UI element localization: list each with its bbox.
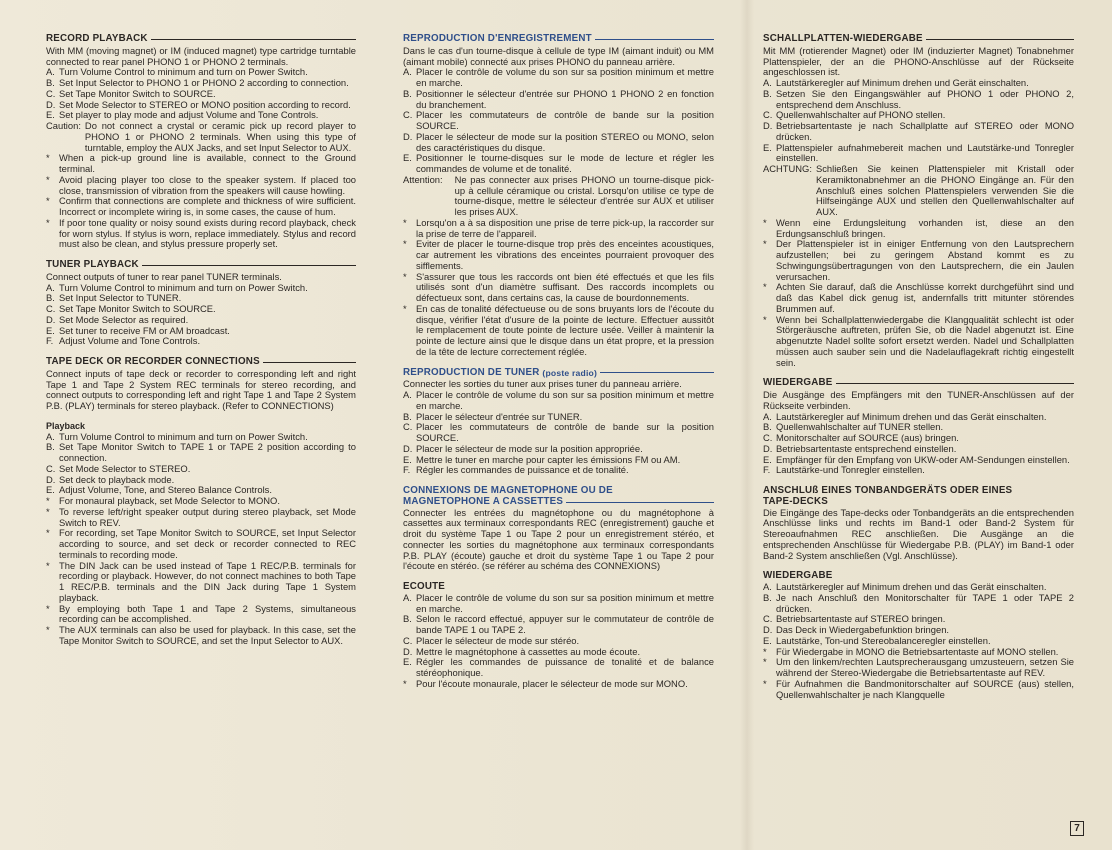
item-text: Set Input Selector to PHONO 1 or PHONO 2 according to connection. — [59, 77, 349, 88]
list-item — [46, 442, 356, 464]
list-item — [763, 89, 1074, 111]
caution-note: Caution: Do not connect a crystal or ceramic pick up record player to PHONO 1 or PHONO 2 terminals. When using this type of turntable, employ the AUX Jacks, and set Input Selector to AUX. — [46, 120, 356, 153]
item-marker: * — [403, 216, 407, 228]
item-text: Régler les commandes de puissance de tonalité et de balance stéréophonique. — [416, 656, 714, 678]
item-marker: * — [46, 602, 50, 614]
item-text: Selon le raccord effectué, appuyer sur le commutateur de contrôle de bande TAPE 1 ou TAPE 2. — [416, 613, 714, 635]
section-heading: CONNEXIONS DE MAGNETOPHONE OU DE MAGNETOPHONE A CASSETTES — [403, 486, 714, 508]
item-text: Mettre le magnétophone à cassettes au mode écoute. — [416, 645, 641, 657]
item-text: Placer le sélecteur d'entrée sur TUNER. — [416, 410, 583, 422]
item-text: Das Deck in Wiedergabefunktion bringen. — [776, 624, 950, 635]
list-item — [46, 507, 356, 529]
item-marker: * — [763, 238, 767, 250]
list-item — [46, 528, 356, 560]
item-marker: * — [763, 281, 767, 293]
column-german — [763, 34, 1074, 844]
item-text: The DIN Jack can be used instead of Tape 1 REC/P.B. terminals for recording or playback. However, do not connect machines to both Tape 1 REC/P.B. terminals and the DIN Jack during Tape 1 System playback. — [59, 559, 356, 603]
section-intro: Connect outputs of tuner to rear panel TUNER terminals. — [46, 270, 282, 282]
item-marker: D. — [403, 442, 413, 454]
item-text: Placer les commutateurs de contrôle de bande sur la position SOURCE. — [416, 421, 714, 443]
list-item — [403, 422, 714, 444]
list-item — [46, 561, 356, 604]
item-marker: B. — [763, 421, 772, 433]
column-french — [403, 34, 714, 844]
item-text: Adjust Volume, Tone, and Stereo Balance Controls. — [59, 484, 272, 496]
item-marker: D. — [46, 98, 56, 110]
step-list — [403, 593, 714, 679]
item-marker: A. — [46, 430, 55, 442]
list-item — [46, 153, 356, 175]
item-marker: A. — [46, 281, 55, 293]
item-marker: C. — [46, 462, 56, 474]
item-marker: E. — [403, 152, 412, 164]
section-heading: REPRODUCTION D'ENREGISTREMENT — [403, 34, 714, 45]
item-marker: * — [46, 527, 50, 539]
item-text: Betriebsartentaste entsprechend einstellen. — [776, 442, 957, 454]
section-heading: ANSCHLUß EINES TONBANDGERÄTS ODER EINES TAPE-DECKS — [763, 485, 1013, 507]
list-item — [763, 143, 1074, 165]
item-text: By employing both Tape 1 and Tape 2 Systems, simultaneous recording can be accomplished. — [59, 602, 356, 625]
item-marker: A. — [763, 581, 772, 592]
section-tape-connections — [46, 357, 356, 647]
item-marker: C. — [763, 109, 773, 121]
item-text: Set Mode Selector to STEREO. — [59, 462, 191, 474]
list-item — [403, 218, 714, 240]
item-marker: B. — [46, 77, 55, 88]
section-heading: TAPE DECK OR RECORDER CONNECTIONS — [46, 357, 356, 368]
item-text: Adjust Volume and Tone Controls. — [59, 335, 201, 347]
item-text: Placer les commutateurs de contrôle de bande sur la position SOURCE. — [416, 109, 714, 131]
item-text: Empfänger für den Empfang von UKW-oder AM-Sendungen einstellen. — [776, 453, 1070, 465]
item-text: Set Input Selector to TUNER. — [59, 292, 182, 304]
item-marker: E. — [46, 324, 55, 336]
item-text: Für Aufnahmen die Bandmonitorschalter auf SOURCE (aus) stellen, Quellenwahlschalter je nach Klangquelle — [776, 677, 1074, 700]
item-text: Um den linkem/rechten Lautsprecherausgang umzusteuern, setzen Sie während der Stereo-Wiedergabe die Betriebsartentaste auf REV. — [776, 656, 1074, 678]
item-marker: C. — [46, 87, 56, 99]
item-marker: * — [46, 152, 50, 164]
item-marker: * — [46, 624, 50, 635]
section-heading: SCHALLPLATTEN-WIEDERGABE — [763, 34, 1074, 45]
step-list — [763, 412, 1074, 477]
item-marker: A. — [763, 410, 772, 422]
section-intro: Connect inputs of tape deck or recorder to corresponding left and right Tape 1 and Tape 2 System REC terminals for stereo recording, and connect outputs to corresponding left and right Tape 1 and Tape 2 System P.B. (PLAY) terminals for stereo playback. (Refer to CONNECTIONS) — [46, 367, 356, 411]
item-marker: * — [763, 313, 767, 325]
item-text: Betriebsartentaste je nach Schallplatte auf STEREO oder MONO drücken. — [776, 120, 1074, 142]
item-text: Set Mode Selector as required. — [59, 313, 189, 325]
item-marker: B. — [403, 87, 412, 99]
item-marker: D. — [403, 645, 413, 657]
section-wiedergabe-tuner — [763, 378, 1074, 476]
item-marker: D. — [763, 442, 773, 454]
item-text: Monitorschalter auf SOURCE (aus) bringen. — [776, 432, 959, 443]
item-text: Set tuner to receive FM or AM broadcast. — [59, 324, 230, 336]
list-item — [763, 315, 1074, 369]
item-text: Turn Volume Control to minimum and turn on Power Switch. — [59, 281, 308, 293]
item-text: Avoid placing player too close to the speaker system. If placed too close, transmission of vibration from the speakers will cause howling. — [59, 173, 356, 196]
list-item — [403, 67, 714, 89]
item-text: Confirm that connections are complete and thickness of wire sufficient. Incorrect or incomplete wiring is, in some cases, the cause of hum. — [59, 195, 356, 217]
item-marker: C. — [403, 109, 413, 121]
section-record-playback — [46, 34, 356, 250]
list-item — [403, 272, 714, 304]
item-text: Je nach Anschluß den Monitorschalter für TAPE 1 oder TAPE 2 drücken. — [776, 591, 1074, 614]
item-text: Set deck to playback mode. — [59, 473, 175, 485]
list-item — [46, 625, 356, 647]
list-item — [763, 239, 1074, 282]
item-marker: A. — [46, 66, 55, 78]
item-marker: * — [763, 677, 767, 689]
item-text: Placer le sélecteur de mode sur stéréo. — [416, 634, 580, 646]
section-heading: ECOUTE — [403, 581, 446, 592]
note-list — [763, 647, 1074, 701]
item-text: If poor tone quality or noisy sound exists during record playback, check for worn stylus. If stylus is worn, replace immediately. Stylus and record must also be clean, and stylus pressure properly set. — [59, 216, 356, 250]
item-marker: E. — [46, 484, 55, 496]
page-number: 7 — [1070, 821, 1084, 836]
section-intro: Connecter les entrées du magnétophone ou du magnétophone à cassettes aux terminaux correspondants REC (enregistrement) gauche et droit du système Tape 1 ou Tape 2 pour un enregistrement stéréo, et connecter les sorties du magnétophone aux terminaux correspondants P.B. PLAY (écoute) gauche et droit du système Tape 1 ou Tape 2 pour l'écoute en stéréo. (se référer au schéma des CONNEXIONS) — [403, 506, 714, 572]
item-text: Der Plattenspieler ist in einiger Entfernung von den Lautsprechern aufzustellen; bei zu geringem Abstand kommt es zu Schwingungsübertragungen von den Lautsprechern, die ein Jaulen verursachen. — [776, 238, 1074, 282]
item-text: Placer le contrôle de volume du son sur sa position minimum et mettre en marche. — [416, 66, 714, 88]
item-text: Für Wiedergabe in MONO die Betriebsartentaste auf MONO stellen. — [776, 645, 1059, 657]
section-heading: RECORD PLAYBACK — [46, 34, 356, 45]
item-text: The AUX terminals can also be used for playback. In this case, set the Tape Monitor Switch to SOURCE, and set the Input Selector to AUX. — [59, 624, 356, 646]
section-heading: WIEDERGABE — [763, 378, 1074, 389]
note-list — [763, 218, 1074, 369]
list-item — [46, 604, 356, 626]
item-text: Setzen Sie den Eingangswähler auf PHONO 1 oder PHONO 2, entsprechend dem Anschluss. — [776, 87, 1074, 110]
step-list — [403, 67, 714, 175]
list-item — [763, 593, 1074, 615]
list-item — [763, 282, 1074, 314]
list-item — [46, 336, 356, 347]
section-reproduction-tuner — [403, 368, 714, 477]
list-item — [403, 110, 714, 132]
list-item — [46, 218, 356, 250]
item-text: Régler les commandes de puissance et de tonalité. — [416, 464, 629, 476]
item-marker: A. — [763, 77, 772, 88]
step-list — [46, 67, 356, 121]
item-marker: * — [46, 559, 50, 571]
list-item — [403, 132, 714, 154]
list-item — [403, 390, 714, 412]
item-marker: A. — [403, 591, 412, 603]
item-text: Lautstärkeregler auf Minimum drehen und das Gerät einschalten. — [776, 581, 1047, 592]
item-marker: F. — [403, 464, 411, 476]
column-english — [46, 34, 356, 844]
item-marker: A. — [403, 66, 412, 78]
item-text: Quellenwahlschalter auf PHONO stellen. — [776, 109, 946, 121]
section-heading: WIEDERGABE — [763, 570, 833, 582]
caution-note: ACHTUNG: Schließen Sie keinen Plattenspieler mit Kristall oder Keramiktonabnehmer an die PHONO Eingänge an. Für den Anschluß eines solchen Plattenspielers verwenden Sie die Hilfseingänge AUX und stellen den Quellenwahlschalter auf AUX. — [763, 163, 1074, 217]
section-intro: Mit MM (rotierender Magnet) oder IM (induzierter Magnet) Tonabnehmer Plattenspieler, der an die PHONO-Anschlüsse auf der Rückseite angeschlossen ist. — [763, 44, 1074, 78]
item-text: Achten Sie darauf, daß die Anschlüsse korrekt durchgeführt sind und daß das Kabel dick genug ist, andernfalls tritt mitunter störendes Brummen auf. — [776, 281, 1074, 314]
list-item — [763, 657, 1074, 679]
list-item — [763, 218, 1074, 240]
list-item — [403, 444, 714, 455]
note-list — [46, 153, 356, 250]
item-marker: * — [46, 173, 50, 185]
item-marker: * — [763, 645, 767, 657]
item-marker: D. — [46, 473, 56, 485]
item-text: Lautstärkeregler auf Minimum drehen und das Gerät einschalten. — [776, 410, 1047, 422]
step-list — [46, 283, 356, 348]
item-marker: C. — [763, 613, 773, 625]
item-text: Positionner le tourne-disques sur le mode de lecture et régler les commandes de volume et de tonalité. — [416, 152, 714, 174]
list-item — [46, 89, 356, 100]
item-text: Set Tape Monitor Switch to SOURCE. — [59, 87, 216, 99]
item-marker: * — [46, 195, 50, 207]
section-intro: Die Eingänge des Tape-decks oder Tonbandgeräts an die entsprechenden Anschlüsse links und rechts im Band-1 oder Band-2 System für Stereoaufnahmen REC anschließen. Die Ausgänge an die entsprechenden Anschlüsse für Wiedergabe P.B. (PLAY) im Band-1 oder Band-2 System anschließen (Vgl. Anschlüsse). — [763, 506, 1074, 561]
section-intro: Dans le cas d'un tourne-disque à cellule de type IM (aimant induit) ou MM (aimant mobile) connecté aux prises PHONO du panneau arrière. — [403, 44, 714, 67]
item-marker: C. — [403, 421, 413, 433]
section-heading: REPRODUCTION DE TUNER (poste radio) — [403, 368, 714, 379]
note-list — [46, 496, 356, 647]
item-marker: C. — [46, 303, 56, 314]
list-item — [763, 444, 1074, 455]
item-text: Placer le contrôle de volume du son sur sa position minimum et mettre en marche. — [416, 591, 714, 614]
item-marker: B. — [403, 410, 412, 422]
list-item — [403, 614, 714, 636]
step-list — [763, 78, 1074, 164]
item-marker: C. — [763, 432, 773, 443]
item-marker: * — [46, 216, 50, 228]
list-item — [403, 657, 714, 679]
item-marker: A. — [403, 389, 412, 400]
item-marker: * — [403, 677, 407, 689]
section-connexions-magnetophone — [403, 486, 714, 572]
list-item — [403, 89, 714, 111]
item-marker: * — [46, 505, 50, 517]
list-item — [763, 636, 1074, 647]
list-item — [403, 239, 714, 271]
item-text: Set Tape Monitor Switch to SOURCE. — [59, 303, 216, 314]
item-text: Set player to play mode and adjust Volume and Tone Controls. — [59, 109, 319, 121]
item-marker: * — [46, 495, 50, 506]
item-marker: * — [763, 216, 767, 228]
step-list — [763, 582, 1074, 647]
item-text: Lautstärkeregler auf Minimum drehen und Gerät einschalten. — [776, 77, 1029, 88]
step-list — [46, 432, 356, 497]
item-marker: D. — [46, 313, 56, 325]
section-tuner-playback — [46, 260, 356, 347]
item-marker: C. — [403, 634, 413, 646]
item-marker: * — [403, 270, 407, 282]
item-text: Wenn eine Erdungsleitung vorhanden ist, diese an den Erdungsanschluß bringen. — [776, 216, 1074, 239]
section-intro: Connecter les sorties du tuner aux prises tuner du panneau arrière. — [403, 378, 682, 390]
item-text: Positionner le sélecteur d'entrée sur PHONO 1 PHONO 2 en fonction du branchement. — [416, 87, 714, 110]
list-item — [403, 465, 714, 476]
page-fold — [740, 0, 754, 850]
item-marker: E. — [763, 634, 772, 646]
item-text: Turn Volume Control to minimum and turn on Power Switch. — [59, 66, 308, 78]
item-marker: E. — [46, 109, 55, 121]
item-marker: B. — [763, 591, 772, 603]
list-item — [763, 121, 1074, 143]
section-anschluss-tonband — [763, 486, 1074, 561]
item-marker: F. — [46, 335, 54, 347]
item-marker: E. — [763, 453, 772, 465]
item-text: Plattenspieler aufnahmebereit machen und Lautstärke-und Tonregler einstellen. — [776, 141, 1074, 164]
item-text: Quellenwahlschalter auf TUNER stellen. — [776, 421, 944, 433]
item-text: Lorsqu'on a à sa disposition une prise de terre pick-up, la raccorder sur la prise de terre de l'appareil. — [416, 216, 714, 239]
list-item — [403, 304, 714, 358]
list-item — [763, 679, 1074, 701]
section-reproduction-enregistrement — [403, 34, 714, 358]
item-text: For recording, set Tape Monitor Switch to SOURCE, set Input Selector according to source, and set deck or recorder connected to REC terminals to recording mode. — [59, 527, 356, 560]
list-item — [46, 196, 356, 218]
item-text: En cas de tonalité défectueuse ou de sons bruyants lors de l'écoute du disque, vérifier l'état d'usure de la pointe de lecture. Effectuer aussitôt le remplacement de toute pointe de lecture usée. Veiller à maintenir la pointe de lecture ainsi que le disque dans un état propre, et la pression de la tête de lecture correctement réglée. — [416, 302, 714, 357]
item-text: Placer le sélecteur de mode sur la position appropriée. — [416, 442, 643, 454]
item-marker: E. — [763, 141, 772, 153]
item-text: Lautstärke, Ton-und Stereobalanceregler einstellen. — [776, 634, 991, 646]
list-item — [46, 175, 356, 197]
list-item — [403, 593, 714, 615]
item-marker: B. — [46, 441, 55, 453]
item-text: Pour l'écoute monaurale, placer le sélecteur de mode sur MONO. — [416, 677, 688, 689]
item-text: Set Tape Monitor Switch to TAPE 1 or TAPE 2 position according to connection. — [59, 441, 356, 463]
note-list — [403, 218, 714, 358]
item-marker: F. — [763, 464, 771, 476]
section-ecoute — [403, 582, 714, 690]
item-marker: * — [763, 656, 767, 668]
section-intro: Die Ausgänge des Empfängers mit den TUNER-Anschlüssen auf der Rückseite verbinden. — [763, 389, 1074, 411]
item-text: Lautstärke-und Tonregler einstellen. — [776, 464, 925, 476]
item-text: For monaural playback, set Mode Selector to MONO. — [59, 495, 280, 506]
item-marker: E. — [403, 656, 412, 668]
item-marker: B. — [763, 87, 772, 99]
item-marker: E. — [403, 453, 412, 465]
item-marker: D. — [403, 130, 413, 142]
list-item — [46, 315, 356, 326]
item-text: S'assurer que tous les raccords ont bien été effectués et que les fils utilisés sont d'un diamètre suffisant. Des raccords incomplets ou défectueux sont, dans certains cas, la cause de bourdonnements. — [416, 270, 714, 303]
list-item — [763, 465, 1074, 476]
section-intro: With MM (moving magnet) or IM (induced magnet) type cartridge turntable connected to rear panel PHONO 1 or PHONO 2 terminals. — [46, 44, 356, 67]
section-schallplatten-wiedergabe — [763, 34, 1074, 368]
section-heading: TUNER PLAYBACK — [46, 260, 356, 271]
step-list — [403, 390, 714, 476]
item-marker: D. — [763, 624, 773, 635]
subheading-playback: Playback — [46, 420, 86, 431]
item-text: Set Mode Selector to STEREO or MONO position according to record. — [59, 98, 351, 110]
item-text: Wenn bei Schallplattenwiedergabe die Klangqualität schlecht ist oder Störgeräusche auftreten, prüfen Sie, ob die Nadel abgenutzt ist. Eine abgenutzte Nadel sollte sofort ersetzt werden. Nadel und Schallplatten müssen auch sauber sein und die Nadelauflagekraft richtig eingestellt sein. — [776, 313, 1074, 368]
item-text: Turn Volume Control to minimum and turn on Power Switch. — [59, 430, 308, 442]
item-text: Mettre le tuner en marche pour capter les émissions FM ou AM. — [416, 453, 681, 465]
list-item — [403, 679, 714, 690]
item-marker: B. — [46, 292, 55, 304]
note-list — [403, 679, 714, 690]
item-text: When a pick-up ground line is available, connect to the Ground terminal. — [59, 152, 356, 174]
item-text: Eviter de placer le tourne-disque trop près des enceintes acoustiques, car autrement les vibrations des enceintes pourraient provoquer des sifflements. — [416, 238, 714, 271]
item-text: To reverse left/right speaker output during stereo playback, set Mode Switch to REV. — [59, 505, 356, 528]
list-item — [46, 464, 356, 475]
item-text: Placer le sélecteur de mode sur la position STEREO ou MONO, selon des caractéristiques du disque. — [416, 130, 714, 153]
section-wiedergabe-tape — [763, 571, 1074, 700]
caution-note: Attention: Ne pas connecter aux prises PHONO un tourne-disque pick-up à cellule céramique ou cristal. Lorsqu'on utilise ce type de tourne-disque, mettre le sélecteur d'entrée sur AUX et utiliser les prises AUX. — [403, 173, 714, 217]
item-marker: B. — [403, 613, 412, 625]
item-text: Betriebsartentaste auf STEREO bringen. — [776, 613, 946, 625]
list-item — [403, 153, 714, 175]
item-marker: * — [403, 302, 407, 314]
item-marker: D. — [763, 120, 773, 131]
list-item — [403, 636, 714, 647]
item-marker: * — [403, 238, 407, 250]
item-text: Placer le contrôle de volume du son sur sa position minimum et mettre en marche. — [416, 389, 714, 411]
